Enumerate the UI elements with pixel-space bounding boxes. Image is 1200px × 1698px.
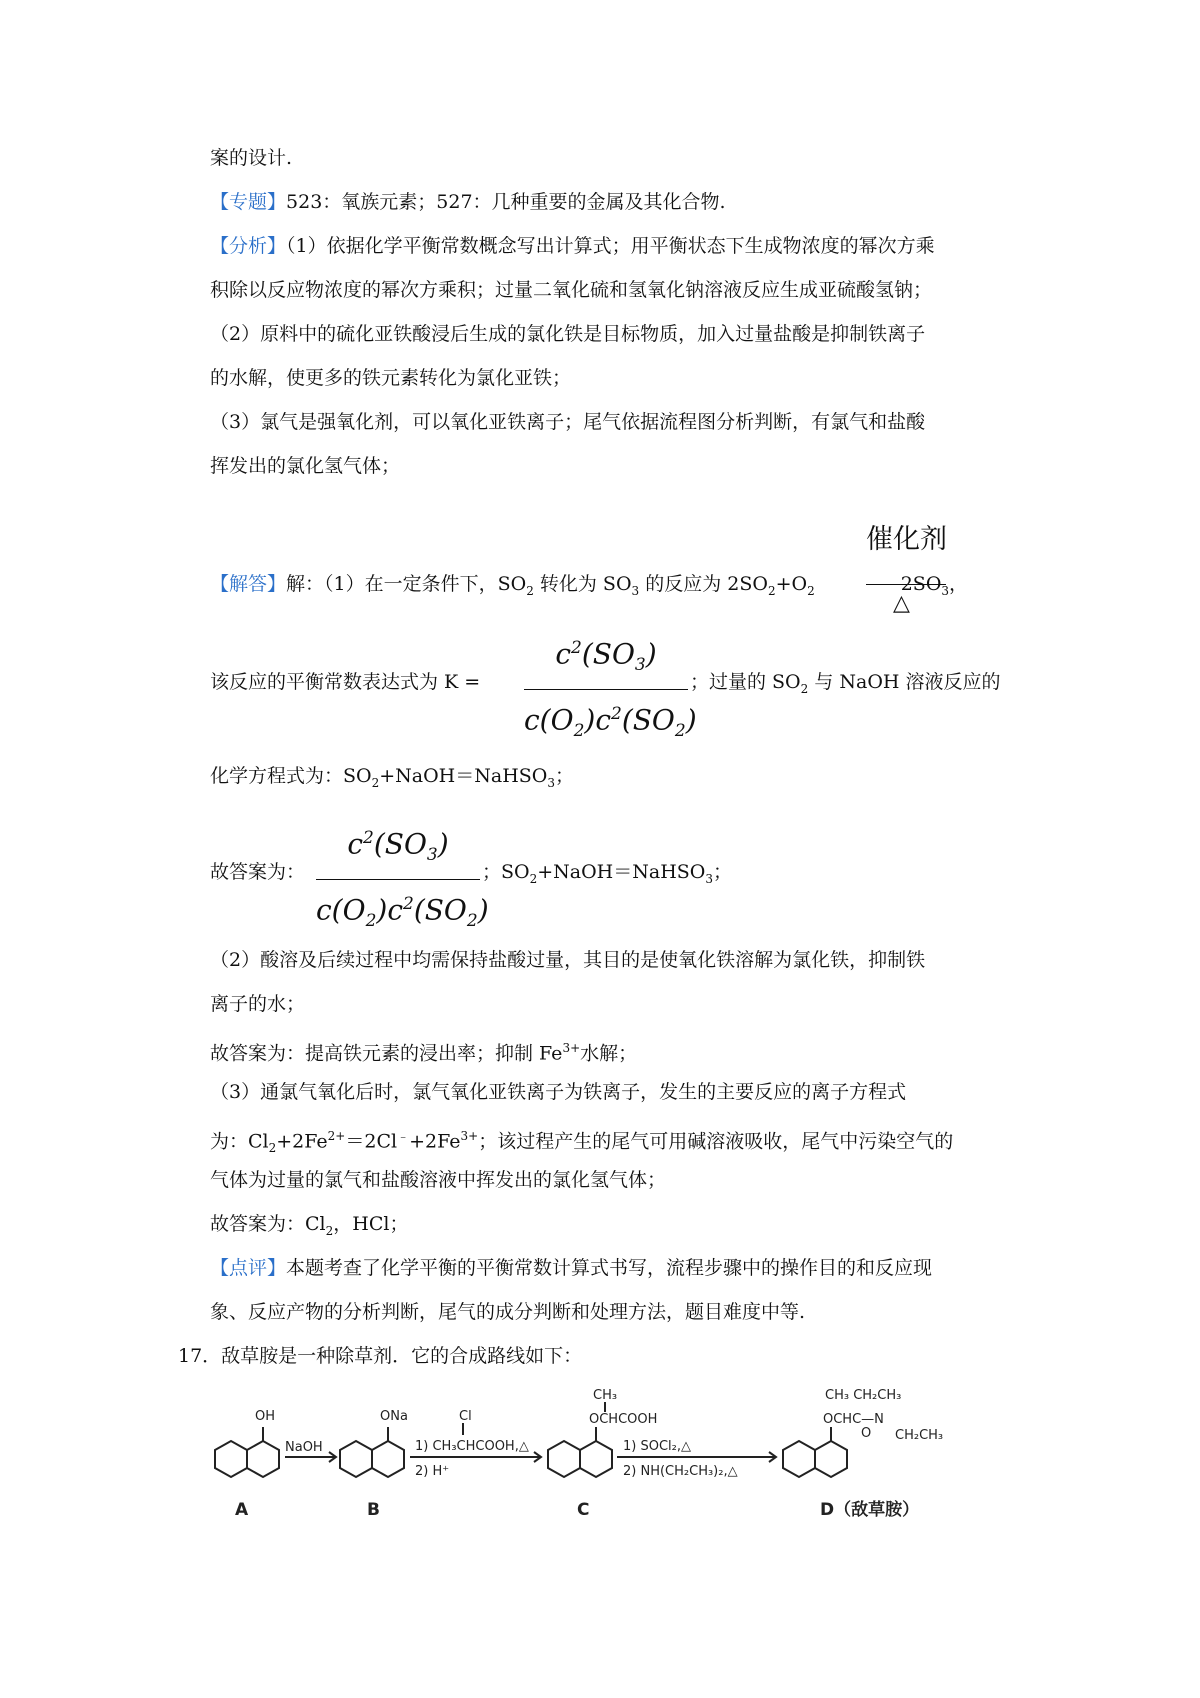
label-d-mid: OCHC—N	[823, 1412, 884, 1427]
text-line: 的水解，使更多的铁元素转化为氯化亚铁；	[210, 367, 572, 389]
label-c-ochcooh: OCHCOOH	[589, 1412, 658, 1427]
text-line: （3）氯气是强氧化剂，可以氧化亚铁离子；尾气依据流程图分析判断，有氯气和盐酸	[210, 411, 926, 433]
tag-analysis: 【分析】	[210, 235, 287, 257]
reagent-step3b: 2) NH(CH₂CH₃)₂,△	[623, 1464, 738, 1479]
compound-label-a: A	[235, 1500, 249, 1520]
reagent-step2b: 2) H⁺	[415, 1464, 450, 1479]
text-line: 该反应的平衡常数表达式为 K =	[210, 671, 481, 693]
tag-comment: 【点评】	[210, 1257, 287, 1279]
comment-line: 【点评】本题考查了化学平衡的平衡常数计算式书写，流程步骤中的操作目的和反应现	[210, 1257, 933, 1279]
catalyst-label: 催化剂	[866, 524, 947, 555]
text-line: ；过量的 $SO_2$ 与 NaOH 溶液反应的	[690, 671, 1001, 696]
question-17: 17．敌草胺是一种除草剂．它的合成路线如下：	[178, 1345, 583, 1367]
text-line: （2）酸溶及后续过程中均需保持盐酸过量，其目的是使氧化铁溶解为氯化铁，抑制铁	[210, 949, 926, 971]
naphthalene-d-ring1	[783, 1441, 815, 1477]
naphthalene-a-ring2	[247, 1441, 279, 1477]
text-line: 象、反应产物的分析判断，尾气的成分判断和处理方法，题目难度中等.	[210, 1301, 806, 1323]
naphthalene-b-ring2	[372, 1441, 404, 1477]
reagent-step2a: 1) CH₃CHCOOH,△	[415, 1439, 529, 1454]
label-d-top: CH₃ CH₂CH₃	[825, 1388, 902, 1403]
text-line: （3）通氯气氧化后时，氯气氧化亚铁离子为铁离子，发生的主要反应的离子方程式	[210, 1081, 907, 1103]
tag-topic: 【专题】	[210, 191, 287, 213]
scheme-svg	[205, 1385, 1055, 1535]
label-d-o: O	[861, 1426, 872, 1441]
reagent-naoh: NaOH	[285, 1440, 323, 1455]
text-line: 积除以反应物浓度的幂次方乘积；过量二氧化硫和氢氧化钠溶液反应生成亚硫酸氢钠；	[210, 279, 933, 301]
fraction-numerator: $c^2(SO_3)$	[555, 637, 657, 675]
naphthalene-b-ring1	[340, 1441, 372, 1477]
text-line: 为：$Cl_2+2Fe^{2+}=2Cl^﹣+2Fe^{3+}$；该过程产生的尾气可用碱溶液吸收，尾气中污染空气的	[210, 1129, 954, 1156]
fraction-denominator: $c(O_2)c^2(SO_2)$	[524, 703, 697, 741]
analysis-line: 【分析】（1）依据化学平衡常数概念写出计算式；用平衡状态下生成物浓度的幂次方乘	[210, 235, 935, 257]
fraction-bar	[316, 879, 480, 880]
text-line: 化学方程式为：$SO_2+NaOH=NaHSO_3$；	[210, 765, 575, 790]
equilibrium-fraction-1	[524, 630, 697, 749]
label-cl: Cl	[459, 1409, 472, 1424]
text-line: 气体为过量的氯气和盐酸溶液中挥发出的氯化氢气体；	[210, 1169, 667, 1191]
text-line: 故答案为：$Cl_2$，HCl；	[210, 1213, 409, 1238]
naphthalene-c-ring1	[548, 1441, 580, 1477]
fraction-denominator: $c(O_2)c^2(SO_2)$	[316, 893, 489, 931]
text-line: 挥发出的氯化氢气体；	[210, 455, 401, 477]
label-ona: ONa	[380, 1409, 408, 1424]
label-c-ch3: CH₃	[593, 1388, 618, 1403]
text-line: ；$SO_2+NaOH=NaHSO_3$；	[482, 861, 733, 886]
naphthalene-d-ring2	[815, 1441, 847, 1477]
synthesis-scheme	[205, 1385, 1055, 1535]
topic-line: 【专题】523：氧族元素；527：几种重要的金属及其化合物.	[210, 191, 726, 213]
compound-label-b: B	[367, 1500, 380, 1520]
fraction-numerator: $c^2(SO_3)$	[347, 827, 449, 865]
fraction-bar	[524, 689, 688, 690]
naphthalene-c-ring2	[580, 1441, 612, 1477]
reagent-step3a: 1) SOCl₂,△	[623, 1439, 691, 1454]
label-d-bot: CH₂CH₃	[895, 1428, 944, 1443]
text-line: 案的设计.	[210, 147, 293, 169]
label-oh: OH	[255, 1409, 276, 1424]
tag-answer: 【解答】	[210, 573, 287, 595]
text-line: 故答案为：提高铁元素的浸出率；抑制 $Fe^{3+}$水解；	[210, 1041, 638, 1065]
text-line: 故答案为：	[210, 861, 306, 883]
text-line: （2）原料中的硫化亚铁酸浸后生成的氯化铁是目标物质，加入过量盐酸是抑制铁离子	[210, 323, 926, 345]
delta-symbol: △	[893, 591, 910, 616]
naphthalene-a-ring1	[215, 1441, 247, 1477]
compound-label-d: D（敌草胺）	[820, 1500, 920, 1520]
equilibrium-fraction-2	[316, 820, 489, 939]
text-line: 离子的水；	[210, 993, 306, 1015]
answer-line: 【解答】解：（1）在一定条件下，$SO_2$ 转化为 $SO_3$ 的反应为 $2SO_2+O_2$ $2SO_3$，	[210, 573, 969, 598]
compound-label-c: C	[577, 1500, 590, 1520]
